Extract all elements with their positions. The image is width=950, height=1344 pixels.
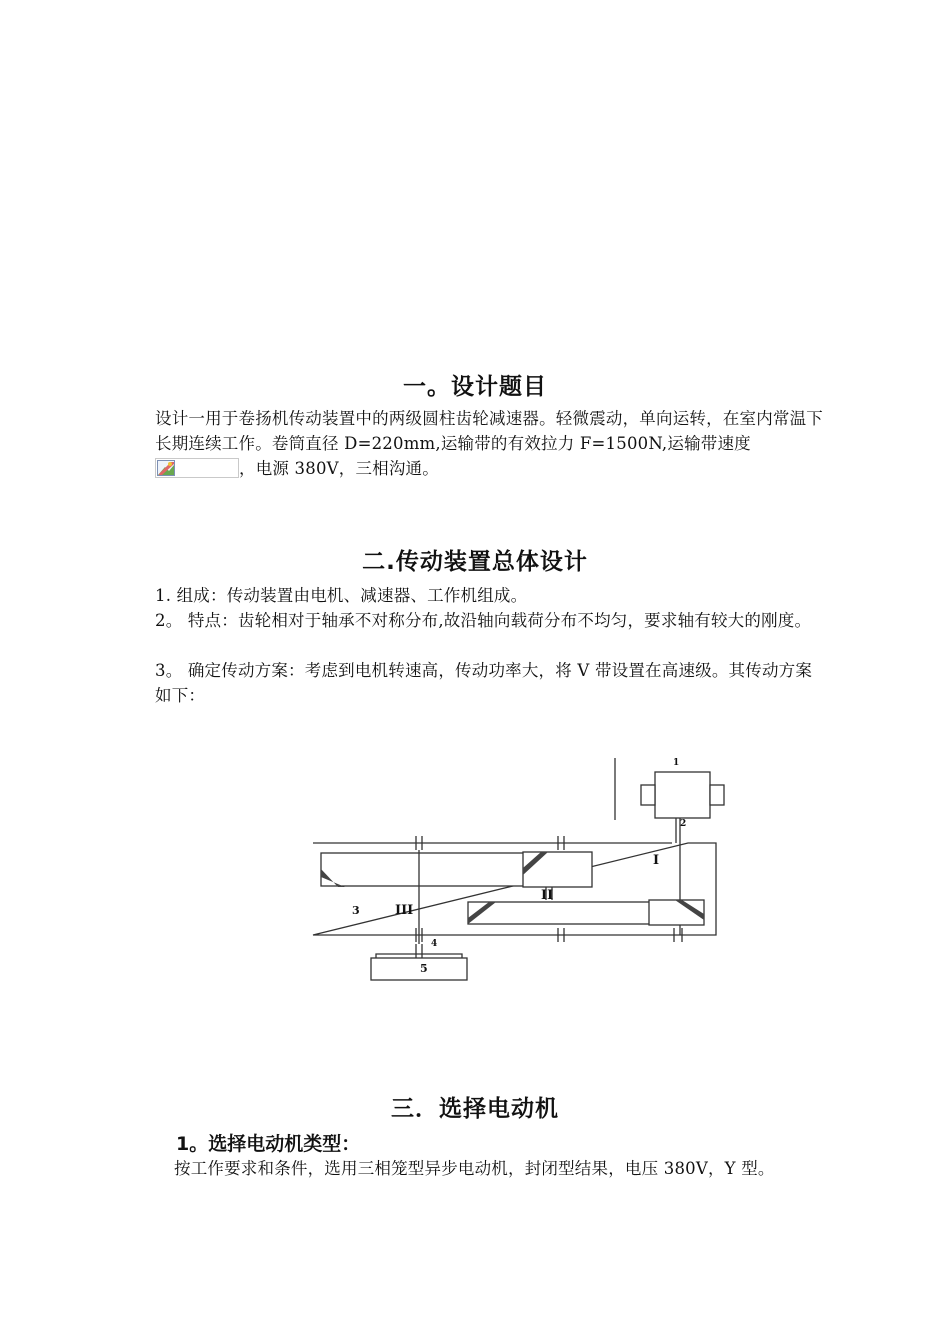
transmission-diagram	[300, 748, 730, 1038]
section1-paragraph	[155, 406, 823, 481]
diagram-label-shaft-2: II	[541, 888, 554, 903]
gear-large-1	[321, 853, 544, 886]
work-machine-box	[371, 958, 467, 980]
diagram-label-motor: 1	[673, 758, 680, 768]
broken-image-icon	[155, 458, 239, 478]
diagram-label-work-machine: 5	[420, 962, 428, 975]
motor-bracket-left	[641, 785, 655, 805]
section3-title: 三．选择电动机	[391, 1096, 559, 1122]
section2-item-2: 2。 特点：齿轮相对于轴承不对称分布,故沿轴向载荷分布不均匀，要求轴有较大的刚度。	[155, 611, 812, 630]
gear-small-1	[523, 852, 592, 887]
diagram-label-shaft-1: I	[653, 853, 660, 868]
motor-bracket-right	[710, 785, 724, 805]
gear-large-2	[468, 902, 651, 924]
diagram-label-drum: 3	[352, 904, 360, 917]
section1-text-b: ，电源 380V，三相沟通。	[239, 459, 439, 478]
section3-paragraph-1: 按工作要求和条件，选用三相笼型异步电动机，封闭型结果，电压 380V，Y 型。	[174, 1159, 775, 1178]
section2-title: 二.传动装置总体设计	[362, 549, 588, 575]
section1-title: 一。设计题目	[403, 374, 547, 400]
diagram-label-coupling: 4	[431, 939, 438, 949]
diagram-label-shaft-3: III	[395, 903, 414, 918]
section2-item-3: 3。 确定传动方案：考虑到电机转速高，传动功率大，将 V 带设置在高速级。其传动方案如下：	[155, 661, 813, 705]
section2-item-1: 1. 组成：传动装置由电机、减速器、工作机组成。	[155, 586, 528, 605]
section3-subheading-1: 1。选择电动机类型：	[176, 1133, 361, 1155]
diagram-label-belt: 2	[680, 819, 687, 829]
section1-text-a: 设计一用于卷扬机传动装置中的两级圆柱齿轮减速器。轻微震动，单向运转，在室内常温下长期连续工作。卷筒直径 D=220mm,运输带的有效拉力 F=1500N,运输带速度	[155, 409, 823, 453]
motor-body	[655, 772, 710, 818]
